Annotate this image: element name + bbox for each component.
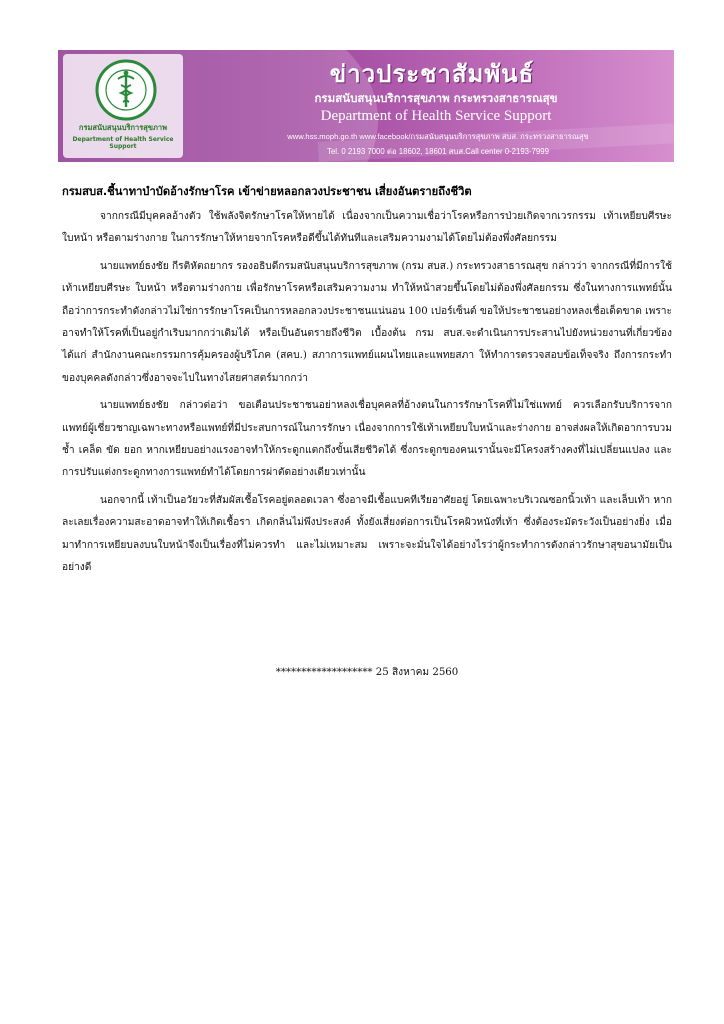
web-contact-line: www.hss.moph.go.th www.facebook/กรมสนับสนุนบริการสุขภาพ สบส. กระทรวงสาธารณสุข — [287, 132, 589, 141]
paragraph: นายแพทย์ธงชัย กล่าวต่อว่า ขอเตือนประชาชนอย่าหลงเชื่อบุคคลที่อ้างตนในการรักษาโรคที่ไม่ใช่แพทย์ ควรเลือกรับบริการจากแพทย์ผู้เชี่ยวชาญเฉพาะทางหรือแพทย์ที่มีประสบการณ์ในการรักษา เนื่องจากการใช้เท้าเหยียบใบหน้าและร่างกาย อาจส่งผลให้เกิดอาการบวมช้ำ เคล็ด ขัด ยอก หากเหยียบอย่างแรงอาจทำให้กระดูกแตกถึงขั้นเสียชีวิตได้ ซึ่งกระดูกของคนเรานั้นจะมีโครงสร้างคงที่ไม่เปลี่ยนแปลง และการปรับแต่งกระดูกทางการแพทย์ทำได้โดยการผ่าตัดอย่างเดียวเท่านั้น — [62, 400, 672, 479]
department-name-english: Department of Health Service Support — [320, 108, 552, 124]
banner-title: ข่าวประชาสัมพันธ์ — [329, 60, 535, 88]
paragraph: นายแพทย์ธงชัย กีรติหัตถยากร รองอธิบดีกรมสนับสนุนบริการสุขภาพ (กรม สบส.) กระทรวงสาธารณสุข กล่าวว่า จากกรณีที่มีการใช้เท้าเหยียบศีรษะ ใบหน้า หรือตามร่างกาย เพื่อรักษาโรคหรือเสริมความงาม ทำให้หน้าสวยขึ้นโดยไม่ต้องพึ่งศัลยกรรม ซึ่งในทางการแพทย์นั้น ถือว่าการกระทำดังกล่าวไม่ใช่การรักษาโรคเป็นการหลอกลวงประชาชนแน่นอน 100 เปอร์เซ็นต์ ขอให้ประชาชนอย่างหลงเชื่อเด็ดขาด เพราะอาจทำให้โรคที่เป็นอยู่กำเริบมากกว่าเดิมได้ หรือเป็นอันตรายถึงชีวิต เบื้องต้น กรม สบส.จะดำเนินการประสานไปยังหน่วยงานที่เกี่ยวข้อง ได้แก่ สำนักงานคณะกรรมการคุ้มครองผู้บริโภค (สคบ.) สภาการแพทย์แผนไทยและแพทยสภา ให้ทำการตรวจสอบข้อเท็จจริง ถึงการกระทำของบุคคลดังกล่าวซึ่งอาจจะไปในทางไสยศาสตร์มากกว่า — [62, 260, 672, 384]
department-name-thai: กรมสนับสนุนบริการสุขภาพ กระทรวงสาธารณสุข — [314, 91, 558, 105]
phone-contact-line: Tel. 0 2193 7000 ต่อ 18602, 18601 สบส.Call center 0-2193-7999 — [327, 147, 549, 156]
agency-logo — [63, 54, 183, 158]
news-headline: กรมสบส.ชี้นาทาบำบัดอ้างรักษาโรค เข้าข่ายหลอกลวงประชาชน เสี่ยงอันตรายถึงชีวิต — [62, 185, 472, 198]
logo-caption-thai: กรมสนับสนุนบริการสุขภาพ — [78, 123, 168, 132]
article-body — [62, 206, 672, 585]
paragraph: นอกจากนี้ เท้าเป็นอวัยวะที่สัมผัสเชื้อโรคอยู่ตลอดเวลา ซึ่งอาจมีเชื้อแบคทีเรียอาศัยอยู่ โดยเฉพาะบริเวณซอกนิ้วเท้า และเล็บเท้า หากละเลยเรื่องความสะอาดอาจทำให้เกิดเชื้อรา เกิดกลิ่นไม่พึงประสงค์ ทั้งยังเสี่ยงต่อการเป็นโรคผิวหนังที่เท้า ซึ่งต้องระมัดระวังเป็นอย่างยิ่ง เมื่อมาทำการเหยียบลงบนใบหน้าจึงเป็นเรื่องที่ไม่ควรทำ และไม่เหมาะสม เพราะจะมั่นใจได้อย่างไรว่าผู้กระทำการดังกล่าวรักษาสุขอนามัยเป็นอย่างดี — [62, 494, 672, 574]
paragraph: จากกรณีมีบุคคลอ้างตัว ใช้พลังจิตรักษาโรคให้หายได้ เนื่องจากเป็นความเชื่อว่าโรคหรือการป่วยเกิดจากเวรกรรม เท้าเหยียบศีรษะ ใบหน้า หรือตามร่างกาย ในการรักษาให้หายจากโรคหรือดีขึ้นได้ทันทีและเสริมความงามได้โดยไม่ต้องพึ่งศัลยกรรม — [62, 211, 672, 245]
dateline: ******************* 25 สิงหาคม 2560 — [275, 667, 459, 678]
logo-caption-english: Department of Health Service Support — [72, 136, 174, 150]
press-release-banner — [58, 50, 674, 162]
ministry-seal-icon — [95, 59, 157, 121]
